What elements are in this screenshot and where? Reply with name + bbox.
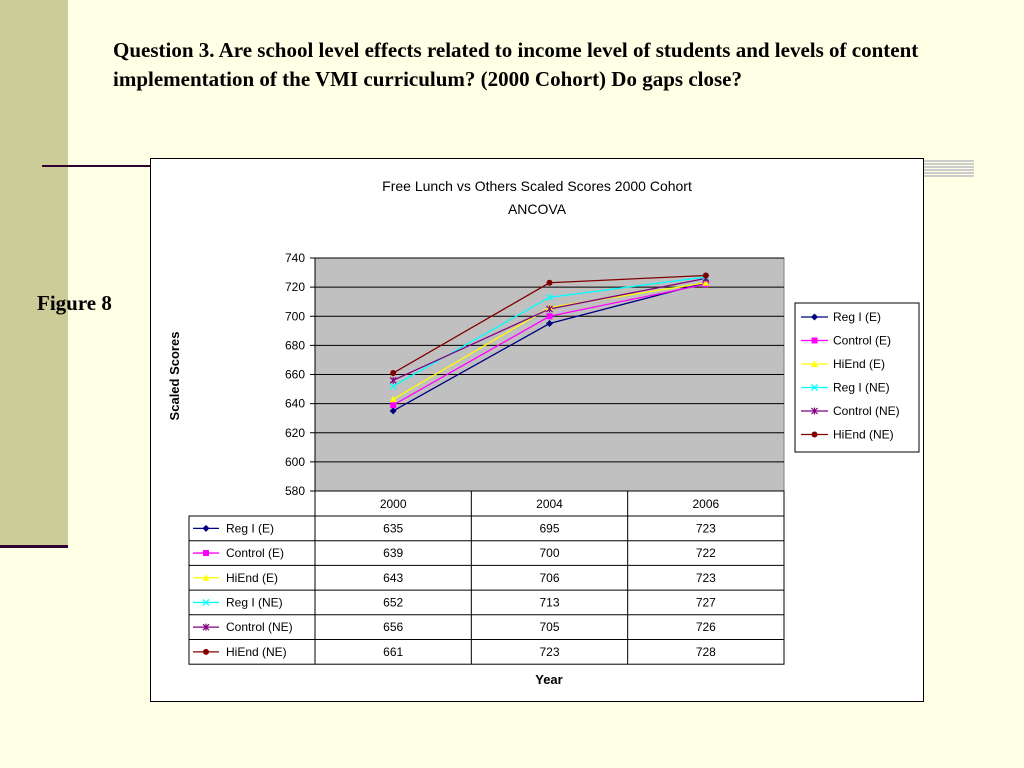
- table-legend-marker: [203, 550, 209, 556]
- data-label: 643: [383, 570, 404, 585]
- data-point: [547, 280, 553, 286]
- data-label: 695: [539, 521, 560, 536]
- legend-entry: Reg I (E): [833, 310, 882, 324]
- table-series-name: Control (NE): [226, 620, 293, 635]
- y-tick-label: 580: [284, 484, 305, 498]
- legend-marker: [812, 432, 818, 438]
- table-series-name: Reg I (E): [226, 521, 275, 536]
- legend-entry: HiEnd (NE): [833, 427, 894, 442]
- legend-entry: HiEnd (E): [833, 357, 886, 371]
- legend-entry: Reg I (NE): [833, 380, 890, 395]
- data-label: 713: [539, 595, 560, 610]
- data-label: 727: [695, 595, 716, 610]
- x-axis-label: Year: [535, 672, 563, 687]
- data-label: 639: [383, 546, 404, 561]
- data-point: [703, 272, 709, 278]
- x-tick-label: 2000: [379, 497, 407, 511]
- data-label: 726: [695, 620, 716, 635]
- data-label: 723: [695, 570, 716, 585]
- line-chart: [151, 159, 923, 701]
- data-label: 706: [539, 570, 560, 585]
- table-series-name: Reg I (NE): [226, 595, 283, 610]
- table-legend-marker: [203, 649, 209, 655]
- chart-title: Free Lunch vs Others Scaled Scores 2000 Cohort: [382, 178, 692, 194]
- legend-marker: [812, 338, 818, 344]
- data-label: 661: [383, 644, 404, 659]
- table-series-name: HiEnd (NE): [226, 644, 287, 659]
- y-axis-label: Scaled Scores: [167, 331, 182, 421]
- data-point: [390, 402, 396, 408]
- left-divider-line: [0, 545, 68, 548]
- y-tick-label: 680: [284, 338, 305, 353]
- data-label: 635: [383, 521, 404, 536]
- table-series-name: Control (E): [226, 546, 285, 561]
- data-point: [390, 370, 396, 376]
- x-tick-label: 2004: [536, 497, 563, 511]
- y-tick-label: 640: [284, 396, 305, 411]
- chart-container: [150, 158, 924, 702]
- y-tick-label: 700: [284, 309, 305, 324]
- legend-entry: Control (NE): [833, 404, 900, 418]
- data-label: 722: [695, 546, 716, 561]
- legend-entry: Control (E): [833, 333, 892, 348]
- data-label: 656: [383, 620, 404, 635]
- y-tick-label: 620: [284, 425, 305, 440]
- y-tick-label: 740: [284, 251, 305, 265]
- data-label: 728: [695, 644, 716, 659]
- x-tick-label: 2006: [692, 497, 720, 511]
- y-tick-label: 660: [284, 367, 305, 382]
- table-series-name: HiEnd (E): [226, 570, 279, 585]
- data-label: 705: [539, 620, 560, 635]
- data-label: 700: [539, 546, 560, 561]
- y-tick-label: 600: [284, 454, 305, 469]
- data-label: 723: [695, 521, 716, 536]
- y-tick-label: 720: [284, 280, 305, 295]
- slide-question: Question 3. Are school level effects related to income level of students and levels of content implementation of the VMI curriculum? (2000 Cohort) Do gaps close?: [113, 38, 919, 91]
- data-point: [547, 313, 553, 319]
- left-accent-band: [0, 0, 68, 548]
- data-label: 652: [383, 595, 404, 610]
- chart-subtitle: ANCOVA: [507, 201, 567, 217]
- data-label: 723: [539, 644, 560, 659]
- right-accent-band: [924, 160, 974, 178]
- figure-label: Figure 8: [37, 291, 112, 315]
